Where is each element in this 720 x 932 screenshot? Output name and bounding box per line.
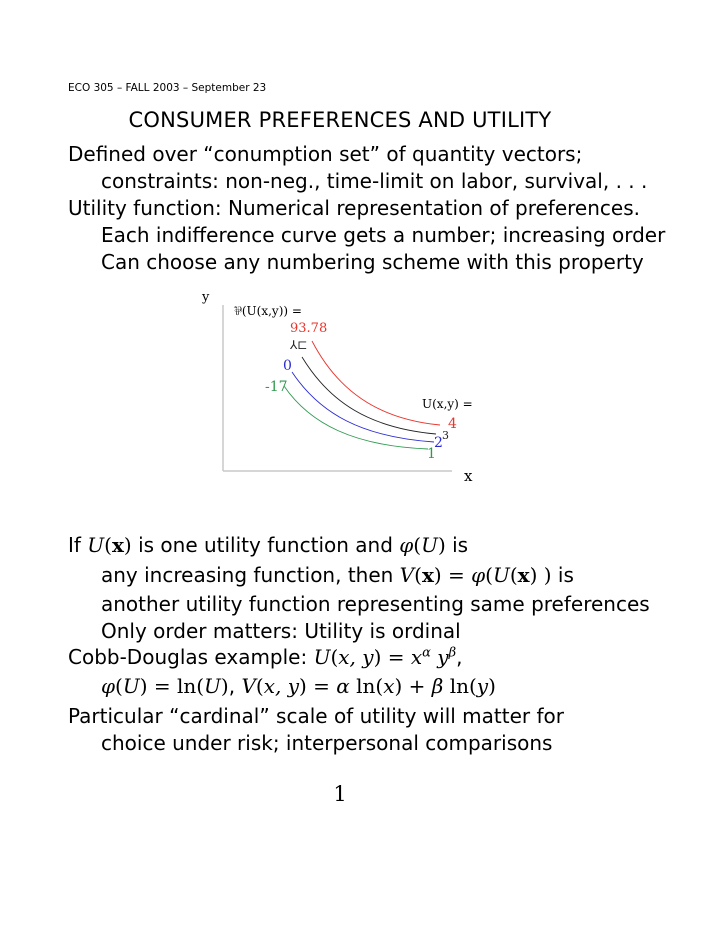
curve-label-right-3: 3	[442, 429, 449, 442]
text-line: Only order matters: Utility is ordinal	[101, 619, 461, 643]
utility-label: U(x,y) =	[422, 397, 473, 411]
slide-title: CONSUMER PREFERENCES AND UTILITY	[128, 108, 552, 132]
curve-label-right-4: 4	[448, 416, 457, 432]
text-line: constraints: non-neg., time-limit on labor, survival, . . .	[101, 169, 648, 193]
text-line: Each indifference curve gets a number; increasing order	[101, 223, 666, 247]
text-line: Particular “cardinal” scale of utility will matter for	[68, 704, 564, 728]
curve-label-right-1: 1	[427, 446, 436, 462]
indifference-curve-1	[284, 386, 428, 449]
text-line: another utility function representing same preferences	[101, 592, 650, 616]
curve-label-left-3: ⅄⊏	[290, 338, 308, 352]
text-line: Utility function: Numerical representation of preferences.	[68, 196, 640, 220]
curve-label-right-2: 2	[434, 435, 443, 451]
text-line: Cobb-Douglas example: U(x, $y) = x^\alpha$ $y^\beta$,	[68, 645, 463, 669]
curve-label-left-4: 93.78	[290, 321, 328, 336]
x-axis-label: x	[464, 467, 473, 485]
y-axis-label: y	[202, 290, 210, 305]
text-line: Defined over “conumption set” of quantity vectors;	[68, 142, 583, 166]
text-line: any increasing function, then V(x) = φ(U(x) ) is	[101, 563, 574, 587]
text-line: choice under risk; interpersonal comparisons	[101, 731, 553, 755]
curve-label-left-2: 0	[283, 358, 292, 374]
text-line: Can choose any numbering scheme with this property	[101, 250, 644, 274]
indifference-curve-2	[292, 372, 434, 442]
course-header: ECO 305 – FALL 2003 – September 23	[68, 82, 267, 94]
text-line: If U(x) is one utility function and φ(U) is	[68, 533, 469, 557]
page-number: 1	[333, 782, 347, 806]
indifference-curve-figure	[190, 283, 490, 493]
curve-label-left-1: -17	[265, 379, 288, 395]
transformed-utility-label: ⅌(U(x,y)) =	[234, 304, 302, 318]
text-line: φ(U) = ln(U), V(x, y) = α ln(x) + β ln(y)	[101, 674, 496, 698]
